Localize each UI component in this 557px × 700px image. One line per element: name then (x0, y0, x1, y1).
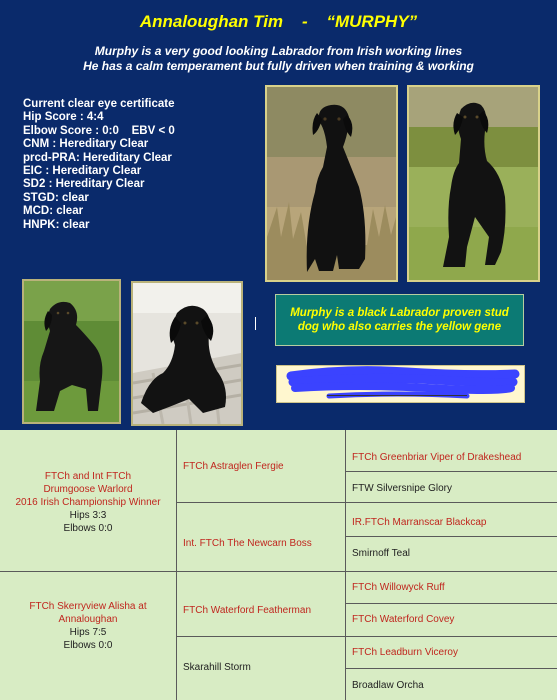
pedigree-granddam: Skarahill Storm (183, 662, 251, 673)
health-item: CNM : Hereditary Clear (23, 138, 149, 151)
pedigree-table (0, 430, 557, 700)
pedigree-divider (176, 430, 177, 700)
pedigree-ancestor: FTCh Waterford Covey (352, 614, 455, 625)
health-item: Elbow Score : 0:0 EBV < 0 (23, 124, 175, 137)
description-line-1: Murphy is a very good looking Labrador from Irish working lines (94, 44, 463, 58)
health-item: EIC : Hereditary Clear (23, 165, 142, 178)
dog-photo-standing (22, 279, 121, 424)
pedigree-ancestor: FTCh Leadburn Viceroy (352, 647, 458, 658)
sire-elbows: Elbows 0:0 (63, 523, 113, 534)
page-title: Annaloughan Tim - “MURPHY” (139, 12, 418, 31)
health-results-list (23, 98, 175, 232)
pedigree-grandsire: FTCh Astraglen Fergie (183, 461, 284, 472)
dog-photo-puppy (131, 281, 243, 426)
dog-photo-sitting (265, 85, 398, 282)
dam-elbows: Elbows 0:0 (63, 640, 113, 651)
pedigree-dam (0, 600, 176, 652)
sire-name: Drumgoose Warlord (43, 484, 133, 495)
text-cursor (255, 317, 256, 330)
sire-award: 2016 Irish Championship Winner (15, 497, 161, 508)
stud-info-box (275, 294, 524, 346)
dog-photo-walking (407, 85, 540, 282)
dam-hips: Hips 7:5 (69, 627, 107, 638)
redacted-contact (276, 365, 525, 403)
pedigree-divider (345, 603, 557, 604)
pedigree-ancestor: Smirnoff Teal (352, 548, 410, 559)
health-item: Hip Score : 4:4 (23, 111, 104, 124)
health-item: STGD: clear (23, 191, 89, 204)
pedigree-divider (345, 536, 557, 537)
pedigree-divider (176, 636, 557, 637)
dam-name: Annaloughan (58, 614, 118, 625)
health-item: Current clear eye certificate (23, 98, 175, 110)
pedigree-ancestor: FTCh Willowyck Ruff (352, 582, 445, 593)
health-item: HNPK: clear (23, 218, 90, 231)
dam-title: FTCh Skerryview Alisha at (29, 601, 147, 612)
health-item: SD2 : Hereditary Clear (23, 178, 145, 191)
stud-info-text: Murphy is a black Labrador proven stud dog who also carries the yellow gene (290, 307, 509, 333)
pedigree-divider (176, 502, 557, 503)
pedigree-sire (0, 470, 176, 535)
description-line-2: He has a calm temperament but fully driven when training & working (83, 59, 474, 73)
sire-title: FTCh and Int FTCh (44, 471, 132, 482)
sire-hips: Hips 3:3 (69, 510, 107, 521)
pedigree-ancestor: FTW Silversnipe Glory (352, 483, 453, 494)
health-item: prcd-PRA: Hereditary Clear (23, 151, 172, 164)
pedigree-divider (345, 471, 557, 472)
pedigree-divider (345, 668, 557, 669)
pedigree-ancestor: Broadlaw Orcha (352, 680, 424, 691)
health-item: MCD: clear (23, 205, 84, 218)
pedigree-granddam: Int. FTCh The Newcarn Boss (183, 538, 312, 549)
pedigree-ancestor: IR.FTCh Marranscar Blackcap (352, 517, 487, 528)
pedigree-divider (0, 571, 557, 572)
pedigree-grandsire: FTCh Waterford Featherman (183, 605, 312, 616)
pedigree-ancestor: FTCh Greenbriar Viper of Drakeshead (352, 452, 522, 463)
